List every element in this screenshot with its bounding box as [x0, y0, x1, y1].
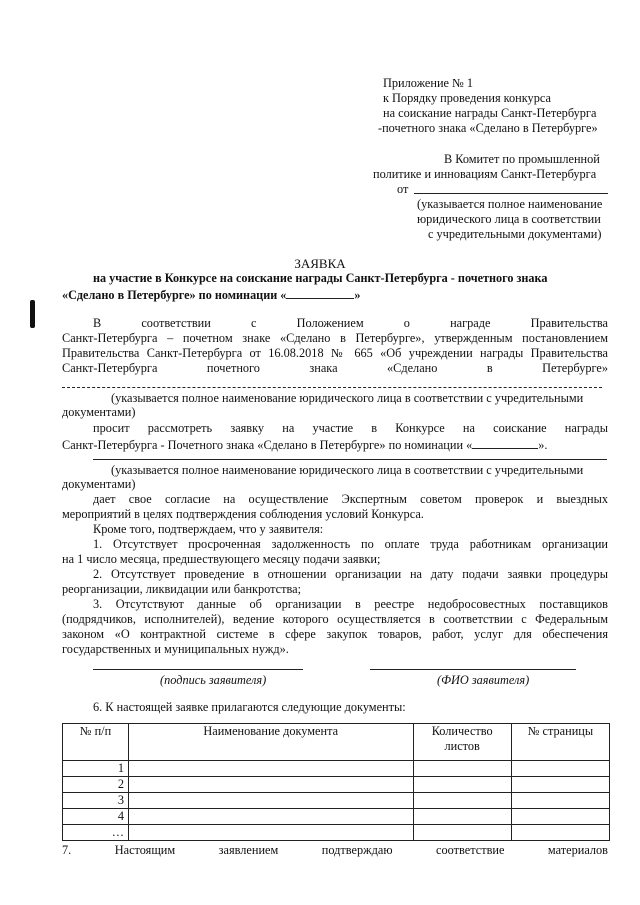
signature-line [93, 669, 303, 670]
addressee-line-1: В Комитет по промышленной [444, 152, 600, 166]
confirm-intro: Кроме того, подтверждаем, что у заявителя: [93, 522, 324, 536]
page-title: ЗАЯВКА [294, 256, 346, 271]
signature-label: (подпись заявителя) [160, 673, 267, 687]
fullname-label: (ФИО заявителя) [437, 673, 530, 687]
appendix-line-4: -почетного знака «Сделано в Петербурге» [378, 121, 598, 135]
item3-line-1: 3. Отсутствуют данные об организации в реестре недобросовестных поставщиков [93, 597, 608, 611]
para3-line-2: мероприятий в целях подтверждения соблюдения условий Конкурса. [62, 507, 424, 521]
para2-line-1: просит рассмотреть заявку на участие в Конкурсе на соискание награды [93, 421, 608, 435]
documents-table [62, 723, 610, 841]
para1-line-1: В соответствии с Положением о награде Правительства [93, 316, 608, 330]
item7-text: 7. Настоящим заявлением подтверждаю соответствие материалов [62, 843, 608, 857]
row-page [511, 809, 609, 825]
applicant-name-line-1 [62, 387, 602, 388]
table-row [63, 825, 610, 841]
appendix-line-3: на соискание награды Санкт-Петербурга [383, 106, 597, 120]
row-document [128, 825, 413, 841]
para1-line-2: Санкт-Петербурга – почетном знаке «Сделано в Петербурге», утвержденным постановлением [62, 331, 608, 345]
item3-line-4: государственных и муниципальных нужд». [62, 642, 289, 656]
row-page [511, 793, 609, 809]
subtitle-line-1: на участие в Конкурсе на соискание награды Санкт-Петербурга - почетного знака [93, 271, 548, 285]
col-document-header: Наименование документа [128, 724, 413, 761]
para1-line-4: Санкт-Петербурга почетного знака «Сделано в Петербурге» [62, 361, 608, 375]
row-page [511, 777, 609, 793]
col-sheets-header: Количество листов [413, 724, 511, 761]
para2-line-2-end: ». [538, 438, 548, 452]
addressee-note-1: (указывается полное наименование [417, 197, 603, 211]
item3-line-2: (подрядчиков, исполнителей), ведение которого осуществляется в соответствии с Федеральным [62, 612, 608, 626]
appendix-line-1: Приложение № 1 [383, 76, 474, 90]
item1-line-2: на 1 число месяца, предшествующего месяцу подачи заявки; [62, 552, 381, 566]
item2-line-2: реорганизации, ликвидации или банкротства; [62, 582, 302, 596]
para2-line-2-text: Санкт-Петербурга - Почетного знака «Сделано в Петербурге» по номинации « [62, 438, 473, 452]
item6-text: 6. К настоящей заявке прилагаются следующие документы: [93, 700, 406, 714]
scan-artifact [30, 300, 35, 328]
row-number: 4 [63, 809, 129, 825]
row-number: … [63, 825, 129, 841]
table-row [63, 793, 610, 809]
fullname-line [370, 669, 576, 670]
row-number: 3 [63, 793, 129, 809]
item1-line-1: 1. Отсутствует просроченная задолженность по оплате труда работникам организации [93, 537, 608, 551]
addressee-note-2: юридического лица в соответствии [417, 212, 601, 226]
addressee-line-2: политике и инновациям Санкт-Петербурга [373, 167, 597, 181]
row-number: 2 [63, 777, 129, 793]
applicant-name-line-2 [93, 459, 607, 460]
appendix-line-2: к Порядку проведения конкурса [383, 91, 551, 105]
table-row [63, 809, 610, 825]
addressee-from-label: от [397, 182, 409, 196]
subtitle-line-2 [62, 286, 360, 303]
note-b-line-1: (указывается полное наименование юридического лица в соответствии с учредительными [111, 463, 584, 477]
para2-line-2 [62, 436, 548, 453]
row-document [128, 761, 413, 777]
row-sheets [413, 825, 511, 841]
subtitle-line-2-text: «Сделано в Петербурге» по номинации « [62, 288, 287, 302]
addressee-from-line [414, 193, 608, 194]
addressee-note-3: с учредительными документами) [428, 227, 602, 241]
table-row [63, 761, 610, 777]
nomination-blank-2 [472, 436, 538, 449]
para3-line-1: дает свое согласие на осуществление Экспертным советом проверок и выездных [93, 492, 608, 506]
item3-line-3: законом «О контрактной системе в сфере закупок товаров, работ, услуг для обеспечения [62, 627, 608, 641]
note-b-line-2: документами) [62, 477, 136, 491]
table-header-row [63, 724, 610, 761]
nomination-blank [286, 286, 354, 299]
note-a-line-1: (указывается полное наименование юридического лица в соответствии с учредительными [111, 391, 584, 405]
col-page-header: № страницы [511, 724, 609, 761]
row-document [128, 809, 413, 825]
subtitle-line-2-end: » [354, 288, 361, 302]
row-sheets [413, 809, 511, 825]
row-document [128, 777, 413, 793]
row-sheets [413, 793, 511, 809]
row-sheets [413, 777, 511, 793]
para1-line-3: Правительства Санкт-Петербурга от 16.08.2018 № 665 «Об учреждении награды Правительства [62, 346, 608, 360]
item2-line-1: 2. Отсутствует проведение в отношении организации на дату подачи заявки процедуры [93, 567, 608, 581]
table-row [63, 777, 610, 793]
row-number: 1 [63, 761, 129, 777]
note-a-line-2: документами) [62, 405, 136, 419]
col-number-header: № п/п [63, 724, 129, 761]
row-document [128, 793, 413, 809]
row-page [511, 761, 609, 777]
row-sheets [413, 761, 511, 777]
row-page [511, 825, 609, 841]
